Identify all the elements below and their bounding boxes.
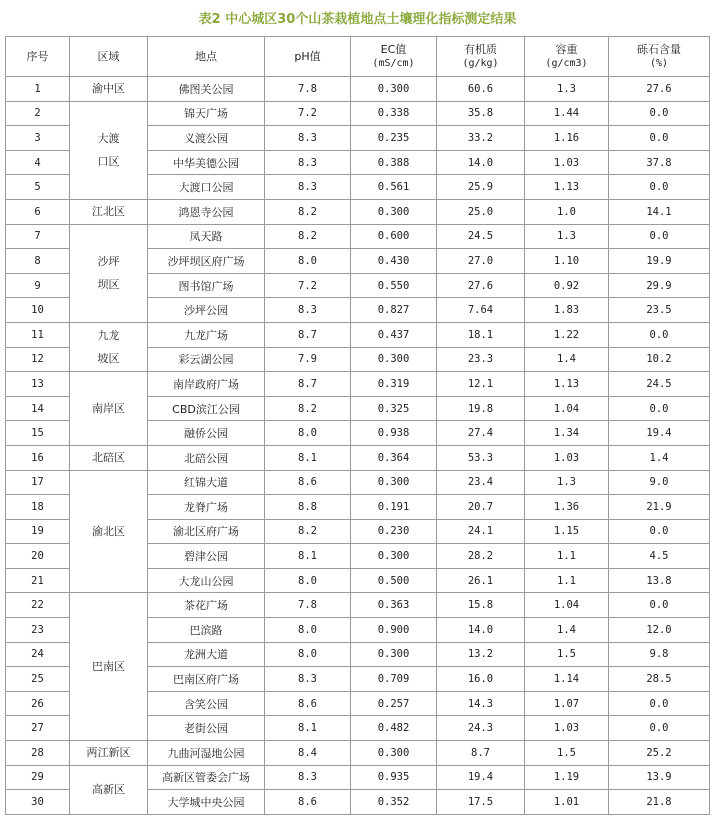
cell-ph: 8.3 — [265, 175, 351, 200]
cell-seq: 10 — [6, 298, 70, 323]
cell-gravel: 0.0 — [609, 396, 710, 421]
cell-site: 大学城中央公园 — [148, 790, 265, 815]
cell-gravel: 14.1 — [609, 199, 710, 224]
cell-ph: 8.6 — [265, 790, 351, 815]
region-label: 南岸区 — [92, 402, 125, 416]
cell-ph: 8.0 — [265, 421, 351, 446]
table-row — [6, 470, 710, 495]
cell-ec: 0.600 — [351, 224, 437, 249]
cell-site: 含笑公园 — [148, 691, 265, 716]
header-bd-label: 容重 — [555, 42, 578, 56]
cell-organic-matter: 26.1 — [437, 568, 525, 593]
cell-ec: 0.437 — [351, 322, 437, 347]
header-bulk-density — [525, 37, 609, 77]
cell-ph: 8.3 — [265, 298, 351, 323]
cell-ph: 8.1 — [265, 544, 351, 569]
header-site: 地点 — [148, 37, 265, 77]
cell-bulk-density: 1.1 — [525, 544, 609, 569]
cell-site: 北碚公园 — [148, 445, 265, 470]
table-row — [6, 765, 710, 790]
cell-bulk-density: 1.04 — [525, 396, 609, 421]
cell-ec: 0.352 — [351, 790, 437, 815]
cell-organic-matter: 15.8 — [437, 593, 525, 618]
cell-site: 龙脊广场 — [148, 495, 265, 520]
cell-site: 老街公园 — [148, 716, 265, 741]
region-label: 两江新区 — [86, 746, 131, 760]
cell-ec: 0.257 — [351, 691, 437, 716]
header-om-unit: (g/kg) — [462, 57, 499, 69]
cell-ph: 8.2 — [265, 396, 351, 421]
cell-bulk-density: 1.13 — [525, 175, 609, 200]
cell-ph: 7.8 — [265, 593, 351, 618]
cell-bulk-density: 1.4 — [525, 618, 609, 643]
region-label: 巴南区 — [92, 660, 125, 674]
cell-region — [70, 593, 148, 741]
cell-organic-matter: 25.9 — [437, 175, 525, 200]
header-ec-unit: (mS/cm) — [372, 57, 415, 69]
table-row — [6, 741, 710, 766]
cell-ec: 0.300 — [351, 642, 437, 667]
cell-seq: 23 — [6, 618, 70, 643]
cell-bulk-density: 1.19 — [525, 765, 609, 790]
cell-ph: 8.3 — [265, 150, 351, 175]
cell-organic-matter: 23.3 — [437, 347, 525, 372]
cell-site: 九曲河湿地公园 — [148, 741, 265, 766]
cell-site: 锦天广场 — [148, 101, 265, 126]
cell-organic-matter: 53.3 — [437, 445, 525, 470]
cell-organic-matter: 60.6 — [437, 77, 525, 102]
cell-site: 碧津公园 — [148, 544, 265, 569]
cell-ph: 8.7 — [265, 322, 351, 347]
cell-gravel: 23.5 — [609, 298, 710, 323]
cell-site: 巴南区府广场 — [148, 667, 265, 692]
cell-ec: 0.191 — [351, 495, 437, 520]
cell-seq: 8 — [6, 249, 70, 274]
cell-region — [70, 101, 148, 199]
cell-seq: 29 — [6, 765, 70, 790]
cell-ec: 0.561 — [351, 175, 437, 200]
cell-gravel: 0.0 — [609, 126, 710, 151]
cell-bulk-density: 1.5 — [525, 642, 609, 667]
cell-site: 凤天路 — [148, 224, 265, 249]
cell-bulk-density: 1.34 — [525, 421, 609, 446]
cell-gravel: 0.0 — [609, 716, 710, 741]
cell-region — [70, 470, 148, 593]
cell-ph: 8.0 — [265, 618, 351, 643]
cell-bulk-density: 1.22 — [525, 322, 609, 347]
cell-ec: 0.300 — [351, 470, 437, 495]
cell-seq: 21 — [6, 568, 70, 593]
cell-site: 沙坪公园 — [148, 298, 265, 323]
cell-bulk-density: 1.44 — [525, 101, 609, 126]
cell-gravel: 0.0 — [609, 101, 710, 126]
cell-ph: 8.2 — [265, 224, 351, 249]
table-row — [6, 445, 710, 470]
cell-bulk-density: 1.15 — [525, 519, 609, 544]
cell-ec: 0.230 — [351, 519, 437, 544]
cell-seq: 3 — [6, 126, 70, 151]
cell-ph: 8.6 — [265, 470, 351, 495]
cell-ec: 0.338 — [351, 101, 437, 126]
header-seq: 序号 — [6, 37, 70, 77]
cell-gravel: 13.8 — [609, 568, 710, 593]
table-row — [6, 199, 710, 224]
cell-seq: 4 — [6, 150, 70, 175]
cell-site: 红锦大道 — [148, 470, 265, 495]
cell-seq: 28 — [6, 741, 70, 766]
cell-ph: 7.9 — [265, 347, 351, 372]
table-body — [6, 77, 710, 815]
cell-bulk-density: 1.4 — [525, 347, 609, 372]
cell-ph: 8.1 — [265, 716, 351, 741]
cell-seq: 22 — [6, 593, 70, 618]
cell-ph: 8.3 — [265, 765, 351, 790]
cell-organic-matter: 14.3 — [437, 691, 525, 716]
cell-bulk-density: 1.03 — [525, 150, 609, 175]
cell-site: 中华美德公园 — [148, 150, 265, 175]
cell-seq: 15 — [6, 421, 70, 446]
cell-gravel: 0.0 — [609, 691, 710, 716]
cell-bulk-density: 1.01 — [525, 790, 609, 815]
cell-ec: 0.430 — [351, 249, 437, 274]
cell-site: 渝北区府广场 — [148, 519, 265, 544]
cell-ph: 8.0 — [265, 642, 351, 667]
cell-ph: 8.1 — [265, 445, 351, 470]
table-row — [6, 372, 710, 397]
header-ec — [351, 37, 437, 77]
cell-ec: 0.363 — [351, 593, 437, 618]
region-label: 沙坪坝区 — [97, 255, 120, 292]
cell-bulk-density: 1.14 — [525, 667, 609, 692]
cell-region — [70, 224, 148, 322]
cell-bulk-density: 1.04 — [525, 593, 609, 618]
cell-ph: 8.3 — [265, 126, 351, 151]
cell-ec: 0.827 — [351, 298, 437, 323]
cell-site: 九龙广场 — [148, 322, 265, 347]
cell-ph: 7.2 — [265, 101, 351, 126]
cell-organic-matter: 14.0 — [437, 150, 525, 175]
cell-gravel: 19.4 — [609, 421, 710, 446]
region-label: 大渡口区 — [97, 132, 120, 169]
cell-organic-matter: 18.1 — [437, 322, 525, 347]
cell-organic-matter: 17.5 — [437, 790, 525, 815]
cell-bulk-density: 1.3 — [525, 470, 609, 495]
cell-ec: 0.300 — [351, 77, 437, 102]
cell-bulk-density: 1.03 — [525, 445, 609, 470]
cell-ec: 0.300 — [351, 347, 437, 372]
cell-site: 佛图关公园 — [148, 77, 265, 102]
cell-ph: 8.7 — [265, 372, 351, 397]
region-label: 九龙坡区 — [97, 329, 120, 366]
cell-seq: 26 — [6, 691, 70, 716]
cell-seq: 20 — [6, 544, 70, 569]
header-region: 区域 — [70, 37, 148, 77]
cell-gravel: 25.2 — [609, 741, 710, 766]
cell-organic-matter: 27.0 — [437, 249, 525, 274]
cell-site: CBD滨江公园 — [148, 396, 265, 421]
cell-gravel: 9.8 — [609, 642, 710, 667]
header-ec-label: EC值 — [380, 42, 407, 56]
cell-gravel: 13.9 — [609, 765, 710, 790]
cell-region — [70, 77, 148, 102]
cell-bulk-density: 0.92 — [525, 273, 609, 298]
cell-seq: 12 — [6, 347, 70, 372]
region-label: 江北区 — [92, 205, 125, 219]
header-row — [6, 37, 710, 77]
table-row — [6, 224, 710, 249]
cell-site: 图书馆广场 — [148, 273, 265, 298]
cell-seq: 30 — [6, 790, 70, 815]
cell-seq: 9 — [6, 273, 70, 298]
cell-site: 巴滨路 — [148, 618, 265, 643]
cell-site: 大龙山公园 — [148, 568, 265, 593]
cell-gravel: 37.8 — [609, 150, 710, 175]
cell-organic-matter: 24.1 — [437, 519, 525, 544]
cell-organic-matter: 13.2 — [437, 642, 525, 667]
cell-bulk-density: 1.0 — [525, 199, 609, 224]
cell-region — [70, 322, 148, 371]
cell-seq: 2 — [6, 101, 70, 126]
cell-ec: 0.300 — [351, 199, 437, 224]
region-label: 渝北区 — [92, 524, 125, 538]
cell-gravel: 27.6 — [609, 77, 710, 102]
cell-ec: 0.388 — [351, 150, 437, 175]
cell-organic-matter: 14.0 — [437, 618, 525, 643]
region-label: 北碚区 — [92, 451, 125, 465]
cell-organic-matter: 20.7 — [437, 495, 525, 520]
cell-ph: 8.8 — [265, 495, 351, 520]
header-om-label: 有机质 — [464, 42, 497, 56]
cell-gravel: 0.0 — [609, 593, 710, 618]
cell-bulk-density: 1.1 — [525, 568, 609, 593]
cell-organic-matter: 23.4 — [437, 470, 525, 495]
cell-ph: 8.0 — [265, 568, 351, 593]
cell-ec: 0.300 — [351, 741, 437, 766]
cell-ec: 0.482 — [351, 716, 437, 741]
cell-ph: 8.2 — [265, 199, 351, 224]
cell-gravel: 12.0 — [609, 618, 710, 643]
cell-seq: 16 — [6, 445, 70, 470]
table-row — [6, 322, 710, 347]
cell-gravel: 0.0 — [609, 224, 710, 249]
cell-organic-matter: 19.4 — [437, 765, 525, 790]
cell-site: 龙洲大道 — [148, 642, 265, 667]
cell-organic-matter: 28.2 — [437, 544, 525, 569]
cell-ph: 8.2 — [265, 519, 351, 544]
cell-ec: 0.900 — [351, 618, 437, 643]
cell-site: 南岸政府广场 — [148, 372, 265, 397]
cell-ph: 8.6 — [265, 691, 351, 716]
cell-ec: 0.550 — [351, 273, 437, 298]
cell-region — [70, 765, 148, 814]
cell-site: 茶花广场 — [148, 593, 265, 618]
cell-organic-matter: 27.4 — [437, 421, 525, 446]
cell-seq: 18 — [6, 495, 70, 520]
cell-seq: 17 — [6, 470, 70, 495]
cell-gravel: 4.5 — [609, 544, 710, 569]
cell-ec: 0.938 — [351, 421, 437, 446]
cell-bulk-density: 1.83 — [525, 298, 609, 323]
header-gravel-label: 砾石含量 — [637, 42, 681, 56]
cell-ph: 8.4 — [265, 741, 351, 766]
region-label: 渝中区 — [92, 82, 125, 96]
cell-site: 彩云湖公园 — [148, 347, 265, 372]
cell-site: 沙坪坝区府广场 — [148, 249, 265, 274]
cell-ec: 0.500 — [351, 568, 437, 593]
cell-gravel: 1.4 — [609, 445, 710, 470]
cell-region — [70, 199, 148, 224]
cell-seq: 11 — [6, 322, 70, 347]
cell-ph: 7.2 — [265, 273, 351, 298]
cell-organic-matter: 25.0 — [437, 199, 525, 224]
header-gravel-unit: (%) — [649, 57, 669, 69]
cell-seq: 5 — [6, 175, 70, 200]
cell-bulk-density: 1.3 — [525, 224, 609, 249]
header-bd-unit: (g/cm3) — [545, 57, 588, 69]
cell-ec: 0.319 — [351, 372, 437, 397]
cell-ec: 0.709 — [351, 667, 437, 692]
cell-gravel: 0.0 — [609, 175, 710, 200]
cell-bulk-density: 1.3 — [525, 77, 609, 102]
cell-region — [70, 445, 148, 470]
cell-gravel: 19.9 — [609, 249, 710, 274]
cell-site: 义渡公园 — [148, 126, 265, 151]
cell-organic-matter: 35.8 — [437, 101, 525, 126]
cell-bulk-density: 1.07 — [525, 691, 609, 716]
region-label: 高新区 — [92, 783, 125, 797]
table-row — [6, 77, 710, 102]
cell-bulk-density: 1.10 — [525, 249, 609, 274]
cell-ph: 8.3 — [265, 667, 351, 692]
cell-organic-matter: 12.1 — [437, 372, 525, 397]
cell-organic-matter: 33.2 — [437, 126, 525, 151]
cell-gravel: 21.9 — [609, 495, 710, 520]
table-row — [6, 593, 710, 618]
cell-seq: 19 — [6, 519, 70, 544]
cell-site: 鸿恩寺公园 — [148, 199, 265, 224]
cell-organic-matter: 19.8 — [437, 396, 525, 421]
cell-ec: 0.235 — [351, 126, 437, 151]
cell-gravel: 21.8 — [609, 790, 710, 815]
cell-organic-matter: 24.3 — [437, 716, 525, 741]
cell-organic-matter: 24.5 — [437, 224, 525, 249]
cell-ec: 0.364 — [351, 445, 437, 470]
cell-region — [70, 372, 148, 446]
cell-region — [70, 741, 148, 766]
cell-seq: 13 — [6, 372, 70, 397]
cell-organic-matter: 27.6 — [437, 273, 525, 298]
header-gravel — [609, 37, 710, 77]
cell-gravel: 28.5 — [609, 667, 710, 692]
cell-site: 融侨公园 — [148, 421, 265, 446]
cell-bulk-density: 1.13 — [525, 372, 609, 397]
cell-seq: 24 — [6, 642, 70, 667]
cell-bulk-density: 1.36 — [525, 495, 609, 520]
cell-seq: 7 — [6, 224, 70, 249]
cell-ph: 7.8 — [265, 77, 351, 102]
cell-seq: 27 — [6, 716, 70, 741]
cell-gravel: 29.9 — [609, 273, 710, 298]
cell-bulk-density: 1.16 — [525, 126, 609, 151]
cell-ec: 0.300 — [351, 544, 437, 569]
header-organic-matter — [437, 37, 525, 77]
cell-bulk-density: 1.5 — [525, 741, 609, 766]
cell-organic-matter: 7.64 — [437, 298, 525, 323]
cell-bulk-density: 1.03 — [525, 716, 609, 741]
cell-gravel: 10.2 — [609, 347, 710, 372]
cell-seq: 14 — [6, 396, 70, 421]
cell-seq: 25 — [6, 667, 70, 692]
cell-seq: 1 — [6, 77, 70, 102]
cell-gravel: 24.5 — [609, 372, 710, 397]
cell-gravel: 0.0 — [609, 322, 710, 347]
soil-data-table — [5, 36, 710, 815]
cell-ec: 0.325 — [351, 396, 437, 421]
header-ph: pH值 — [265, 37, 351, 77]
cell-gravel: 0.0 — [609, 519, 710, 544]
cell-organic-matter: 16.0 — [437, 667, 525, 692]
table-title: 表2 中心城区30个山茶栽植地点土壤理化指标测定结果 — [198, 12, 517, 27]
cell-organic-matter: 8.7 — [437, 741, 525, 766]
cell-seq: 6 — [6, 199, 70, 224]
cell-site: 大渡口公园 — [148, 175, 265, 200]
cell-gravel: 9.0 — [609, 470, 710, 495]
cell-ph: 8.0 — [265, 249, 351, 274]
cell-site: 高新区管委会广场 — [148, 765, 265, 790]
table-row — [6, 101, 710, 126]
cell-ec: 0.935 — [351, 765, 437, 790]
